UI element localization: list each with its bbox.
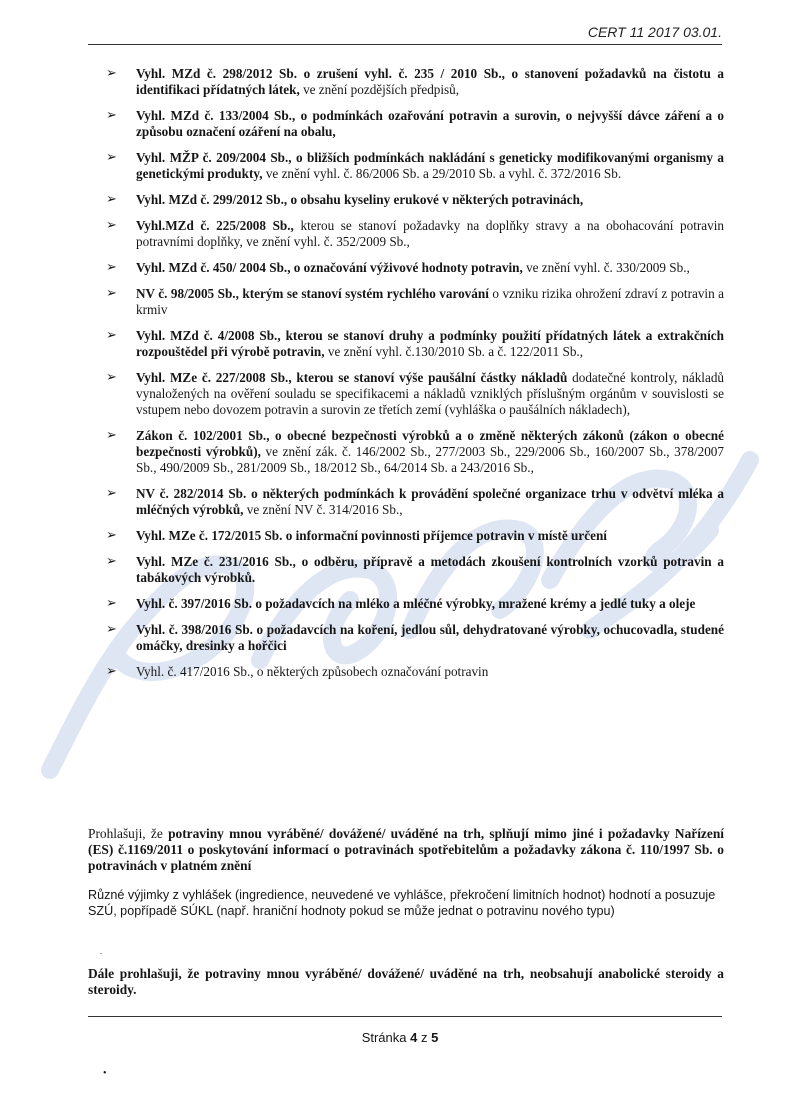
arrow-bullet-icon: ➢ bbox=[106, 596, 117, 611]
arrow-bullet-icon: ➢ bbox=[106, 554, 117, 569]
list-item: ➢ Zákon č. 102/2001 Sb., o obecné bezpečnosti výrobků a o změně některých zákonů (zákon o obecné bezpečnosti výrobků), ve znění zák. č. 146/2002 Sb., 277/2003 Sb., 229/2006 Sb., 160/2007 Sb., 378/2007 Sb., 490/2009 Sb., 281/2009 Sb., 18/2012 Sb., 64/2014 Sb. a 243/2016 Sb., bbox=[106, 428, 724, 475]
regulation-list bbox=[104, 66, 724, 690]
compliance-statement: Prohlašuji, že potraviny mnou vyráběné/ dovážené/ uváděné na trh, splňují mimo jiné i požadavky Nařízení (ES) č.1169/2011 o poskytování informací o potravinách spotřebitelům a požadavky zákona č. 110/1997 Sb. o potravinách v platném znění bbox=[88, 826, 724, 873]
arrow-bullet-icon: ➢ bbox=[106, 622, 117, 637]
arrow-bullet-icon: ➢ bbox=[106, 664, 117, 679]
page-footer: Stránka 4 z 5 bbox=[361, 1030, 439, 1045]
list-item: ➢ Vyhl. MZe č. 231/2016 Sb., o odběru, přípravě a metodách zkoušení kontrolních vzorků potravin a tabákových výrobků. bbox=[106, 554, 724, 585]
stray-mark: . bbox=[100, 947, 102, 956]
arrow-bullet-icon: ➢ bbox=[106, 328, 117, 343]
list-item: ➢ Vyhl. MZe č. 172/2015 Sb. o informační povinnosti příjemce potravin v místě určení bbox=[106, 528, 607, 543]
list-item: ➢ Vyhl. č. 417/2016 Sb., o některých způsobech označování potravin bbox=[106, 664, 489, 679]
arrow-bullet-icon: ➢ bbox=[106, 370, 117, 385]
document-code: CERT 11 2017 03.01. bbox=[587, 24, 722, 40]
list-item: ➢ Vyhl. MZd č. 450/ 2004 Sb., o označování výživové hodnoty potravin, ve znění vyhl. č. 330/2009 Sb., bbox=[106, 260, 690, 275]
list-item: ➢ Vyhl. MZd č. 4/2008 Sb., kterou se stanoví druhy a podmínky použití přídatných látek a extrakčních rozpouštědel při výrobě potravin, ve znění vyhl. č.130/2010 Sb. a č. 122/2011 Sb., bbox=[106, 328, 724, 359]
stray-mark: • bbox=[103, 1068, 107, 1079]
list-item: ➢ Vyhl. č. 398/2016 Sb. o požadavcích na koření, jedlou sůl, dehydratované výrobky, ochucovadla, studené omáčky, dresinky a hořčici bbox=[106, 622, 724, 653]
arrow-bullet-icon: ➢ bbox=[106, 108, 117, 123]
arrow-bullet-icon: ➢ bbox=[106, 486, 117, 501]
arrow-bullet-icon: ➢ bbox=[106, 66, 117, 81]
list-item: ➢ NV č. 98/2005 Sb., kterým se stanoví systém rychlého varování o vzniku rizika ohrožení zdraví z potravin a krmiv bbox=[106, 286, 725, 317]
list-item: ➢ Vyhl. č. 397/2016 Sb. o požadavcích na mléko a mléčné výrobky, mražené krémy a jedlé tuky a oleje bbox=[106, 596, 696, 611]
arrow-bullet-icon: ➢ bbox=[106, 192, 117, 207]
current-page: 4 bbox=[410, 1030, 418, 1045]
list-item: ➢ Vyhl. MZd č. 299/2012 Sb., o obsahu kyseliny erukové v některých potravinách, bbox=[106, 192, 584, 207]
footer-divider bbox=[88, 1016, 722, 1017]
list-item: ➢ NV č. 282/2014 Sb. o některých podmínkách k provádění společné organizace trhu v odvětví mléka a mléčných výrobků, ve znění NV č. 314/2016 Sb., bbox=[106, 486, 724, 517]
steroids-statement: Dále prohlašuji, že potraviny mnou vyráběné/ dovážené/ uváděné na trh, neobsahují anabolické steroidy a steroidy. bbox=[88, 966, 724, 997]
list-item: ➢ Vyhl. MŽP č. 209/2004 Sb., o bližších podmínkách nakládání s geneticky modifikovanými organismy a genetickými produkty, ve znění vyhl. č. 86/2006 Sb. a 29/2010 Sb. a vyhl. č. 372/2016 Sb. bbox=[106, 150, 724, 181]
arrow-bullet-icon: ➢ bbox=[106, 528, 117, 543]
list-item: ➢ Vyhl. MZe č. 227/2008 Sb., kterou se stanoví výše paušální částky nákladů dodatečné kontroly, nákladů vynaložených na ověření souladu se specifikacemi a nákladů vzniklých příslušným orgánům v souvislosti se vstupem nebo dovozem potravin a surovin ze třetích zemí (vyhláška o paušálních nákladech), bbox=[106, 370, 725, 417]
list-item: ➢ Vyhl. MZd č. 298/2012 Sb. o zrušení vyhl. č. 235 / 2010 Sb., o stanovení požadavků na čistotu a identifikaci přídatných látek, ve znění pozdějších předpisů, bbox=[106, 66, 724, 97]
total-pages: 5 bbox=[431, 1030, 439, 1045]
arrow-bullet-icon: ➢ bbox=[106, 428, 117, 443]
list-item: ➢ Vyhl.MZd č. 225/2008 Sb., kterou se stanoví požadavky na doplňky stravy a na obohacování potravin potravními doplňky, ve znění vyhl. č. 352/2009 Sb., bbox=[106, 218, 725, 249]
arrow-bullet-icon: ➢ bbox=[106, 286, 117, 301]
exemptions-note: Různé výjimky z vyhlášek (ingredience, neuvedené ve vyhlášce, překročení limitních hodnot) hodnotí a posuzuje SZÚ, popřípadě SÚKL (např. hraniční hodnoty pokud se může jednat o potravinu nového typu) bbox=[88, 888, 716, 918]
arrow-bullet-icon: ➢ bbox=[106, 218, 117, 233]
list-item: ➢ Vyhl. MZd č. 133/2004 Sb., o podmínkách ozařování potravin a surovin, o nejvyšší dávce záření a o způsobu označení ozáření na obalu, bbox=[106, 108, 724, 139]
arrow-bullet-icon: ➢ bbox=[106, 260, 117, 275]
header-divider bbox=[88, 44, 722, 45]
arrow-bullet-icon: ➢ bbox=[106, 150, 117, 165]
